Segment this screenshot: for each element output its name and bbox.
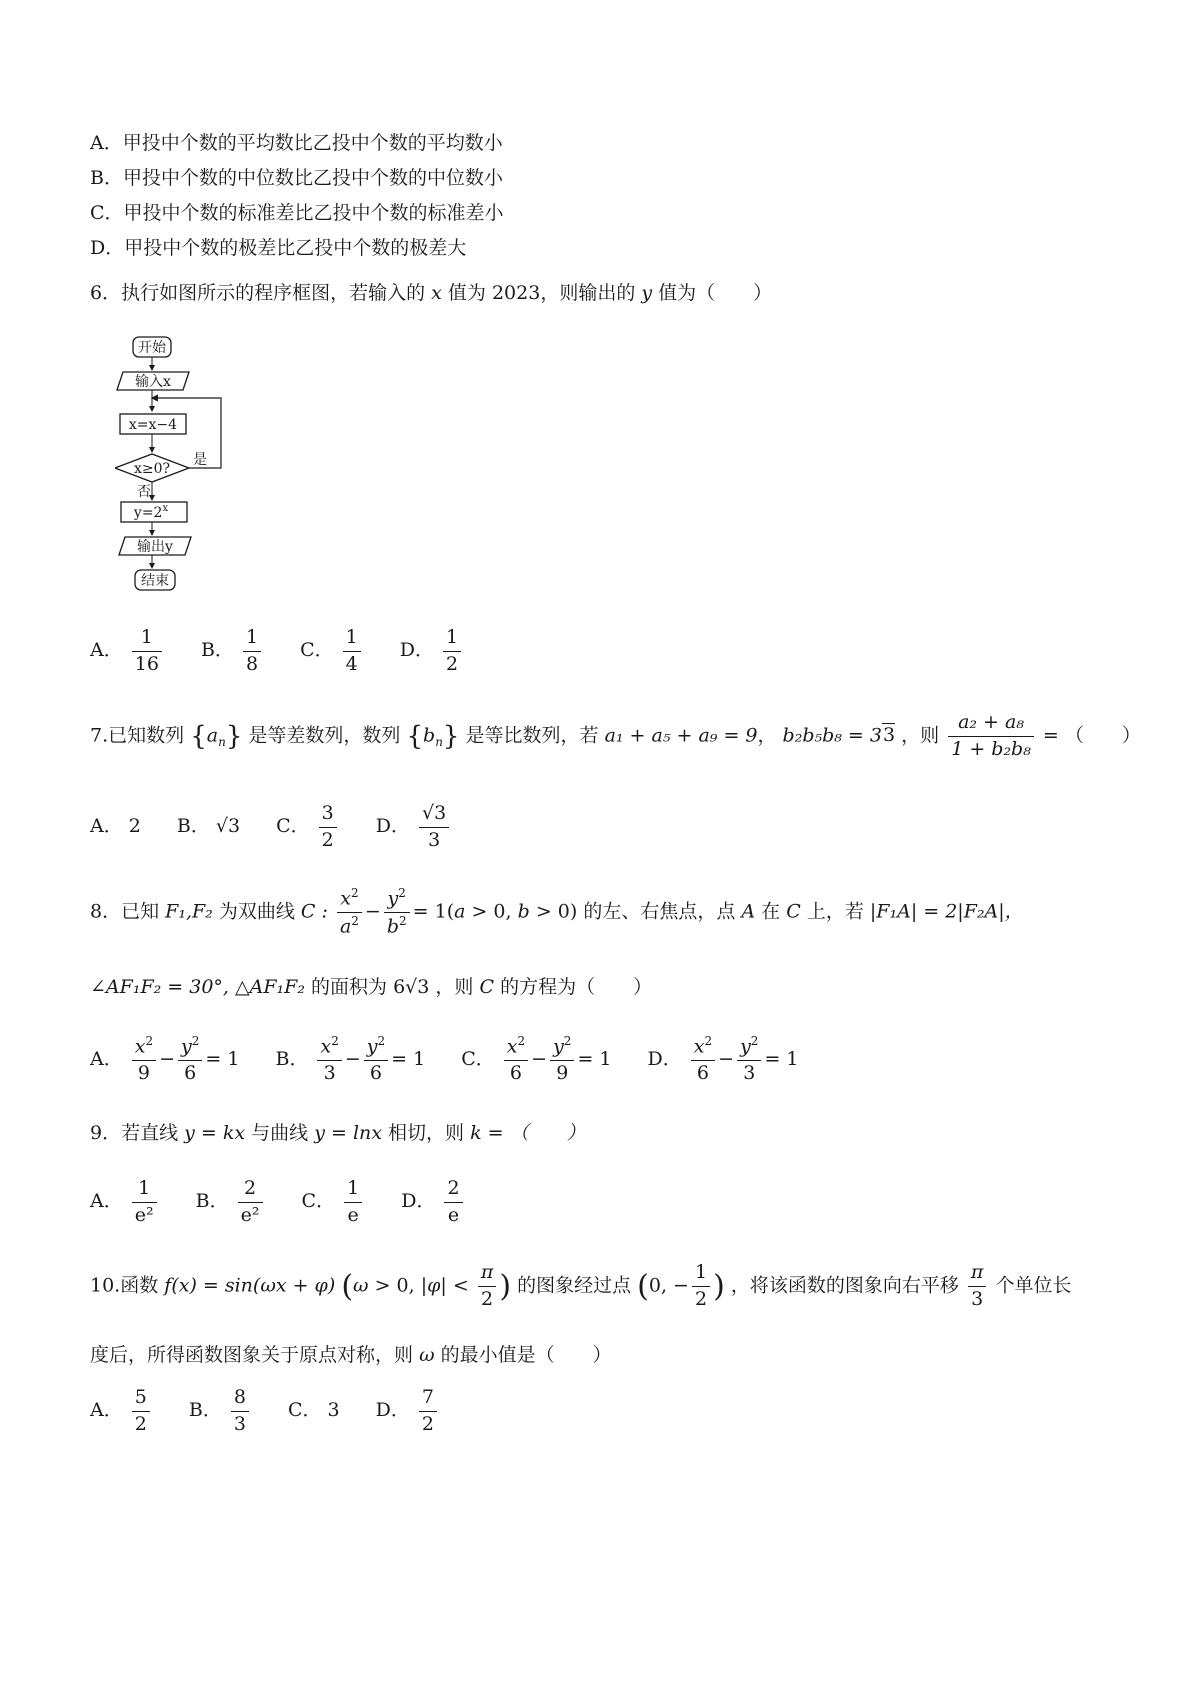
q8-option-c: C． $\frac{x^2}{6}$ − $\frac{y^2}{9}$ = 1 xyxy=(461,1034,612,1085)
q6-option-a: A． $\frac{1}{16}$ xyxy=(90,627,165,676)
q9-option-d: D． $\frac{2}{e}$ xyxy=(401,1178,465,1227)
q9-options xyxy=(90,1178,496,1227)
program-flowchart xyxy=(115,332,245,602)
q8-option-a: A． $\frac{x^2}{9}$ − $\frac{y^2}{6}$ = 1 xyxy=(90,1034,240,1085)
q10-stem-line2: 度后，所得函数图象关于原点对称，则 ω 的最小值是（ ） xyxy=(90,1344,612,1366)
flow-output-label: 输出y xyxy=(137,539,173,555)
q10-option-b: B． $\frac{8}{3}$ xyxy=(189,1387,252,1436)
q7-stem: 7.已知数列 $\{a_n\}$ 是等差数列，数列 $\{b_n\}$ 是等比数列，若 a₁ + a₅ + a₉ = 9， b₂b₅b₈ = 33 ，则 $\frac{\text{a₂ + a₈}}{\text{1 + b₂b₈}}$ = （ ） xyxy=(90,711,1141,760)
q10-option-d: D． $\frac{7}{2}$ xyxy=(376,1387,440,1436)
q8-option-d: D． $\frac{x^2}{6}$ − $\frac{y^2}{3}$ = 1 xyxy=(647,1034,799,1085)
q9-option-b: B． $\frac{2}{\text{e²}}$ xyxy=(196,1178,266,1227)
flow-input-label: 输入x xyxy=(135,374,171,390)
q9-option-a: A． $\frac{1}{\text{e²}}$ xyxy=(90,1178,160,1227)
flow-end-label: 结束 xyxy=(141,573,169,589)
q10-options xyxy=(90,1387,470,1436)
q7-option-c: C． $\frac{3}{2}$ xyxy=(276,803,340,852)
q5-option-b: B．甲投中个数的中位数比乙投中个数的中位数小 xyxy=(90,167,503,189)
q7-option-a: A． 2 xyxy=(90,815,141,838)
q7-option-d: D． $\frac{√3}{3}$ xyxy=(376,803,452,852)
flow-condition-label: x≥0? xyxy=(133,461,171,477)
q9-option-c: C． $\frac{1}{e}$ xyxy=(302,1178,366,1227)
q10-option-a: A． $\frac{5}{2}$ xyxy=(90,1387,153,1436)
flow-yes-label: 是 xyxy=(193,452,207,468)
flow-output-assign-label: $y=2^x$ xyxy=(133,503,169,521)
flow-start-label: 开始 xyxy=(138,340,166,356)
q8-stem-line1: 8．已知 F₁,F₂ 为双曲线 C : $\frac{x^2}{a^2}$ − $\frac{y^2}{b^2}$ = 1(a > 0, b > 0) 的左、右焦点，点 A 在 C 上，若 |F₁A| = 2|F₂A|， xyxy=(90,886,1024,938)
q6-option-b: B． $\frac{1}{8}$ xyxy=(201,627,264,676)
q6-option-c: C． $\frac{1}{4}$ xyxy=(300,627,364,676)
q5-option-c: C．甲投中个数的标准差比乙投中个数的标准差小 xyxy=(90,202,504,224)
q10-option-c: C． 3 xyxy=(287,1399,340,1422)
flow-assign-label: x=x−4 xyxy=(128,417,178,433)
q8-stem-line2: ∠AF₁F₂ = 30°, △AF₁F₂ 的面积为 6√3 ，则 C 的方程为（ ） xyxy=(90,976,653,998)
q6-option-d: D． $\frac{1}{2}$ xyxy=(400,627,464,676)
q7-option-b: B． √3 xyxy=(176,815,241,838)
q8-option-b: B． $\frac{x^2}{3}$ − $\frac{y^2}{6}$ = 1 xyxy=(275,1034,426,1085)
q5-option-d: D．甲投中个数的极差比乙投中个数的极差大 xyxy=(90,237,467,259)
q5-option-a: A．甲投中个数的平均数比乙投中个数的平均数小 xyxy=(90,132,503,154)
q9-stem: 9．若直线 y = kx 与曲线 y = lnx 相切，则 k = （ ） xyxy=(90,1122,586,1144)
q8-options xyxy=(90,1035,829,1085)
q6-options xyxy=(90,627,494,676)
q7-options xyxy=(90,803,482,852)
q10-stem-line1: 10.函数 f(x) = sin(ωx + φ) (ω > 0, |φ| < $\frac{\pi}{2}$ ) 的图象经过点 (0, − $\frac{1}{2}$ ) ，将该函数的图象向右平移 $\frac{\pi}{3}$ 个单位长 xyxy=(90,1261,1072,1310)
flow-no-label: 否 xyxy=(137,484,151,500)
q6-stem: 6．执行如图所示的程序框图，若输入的 x 值为 2023，则输出的 y 值为（ ） xyxy=(90,282,773,304)
